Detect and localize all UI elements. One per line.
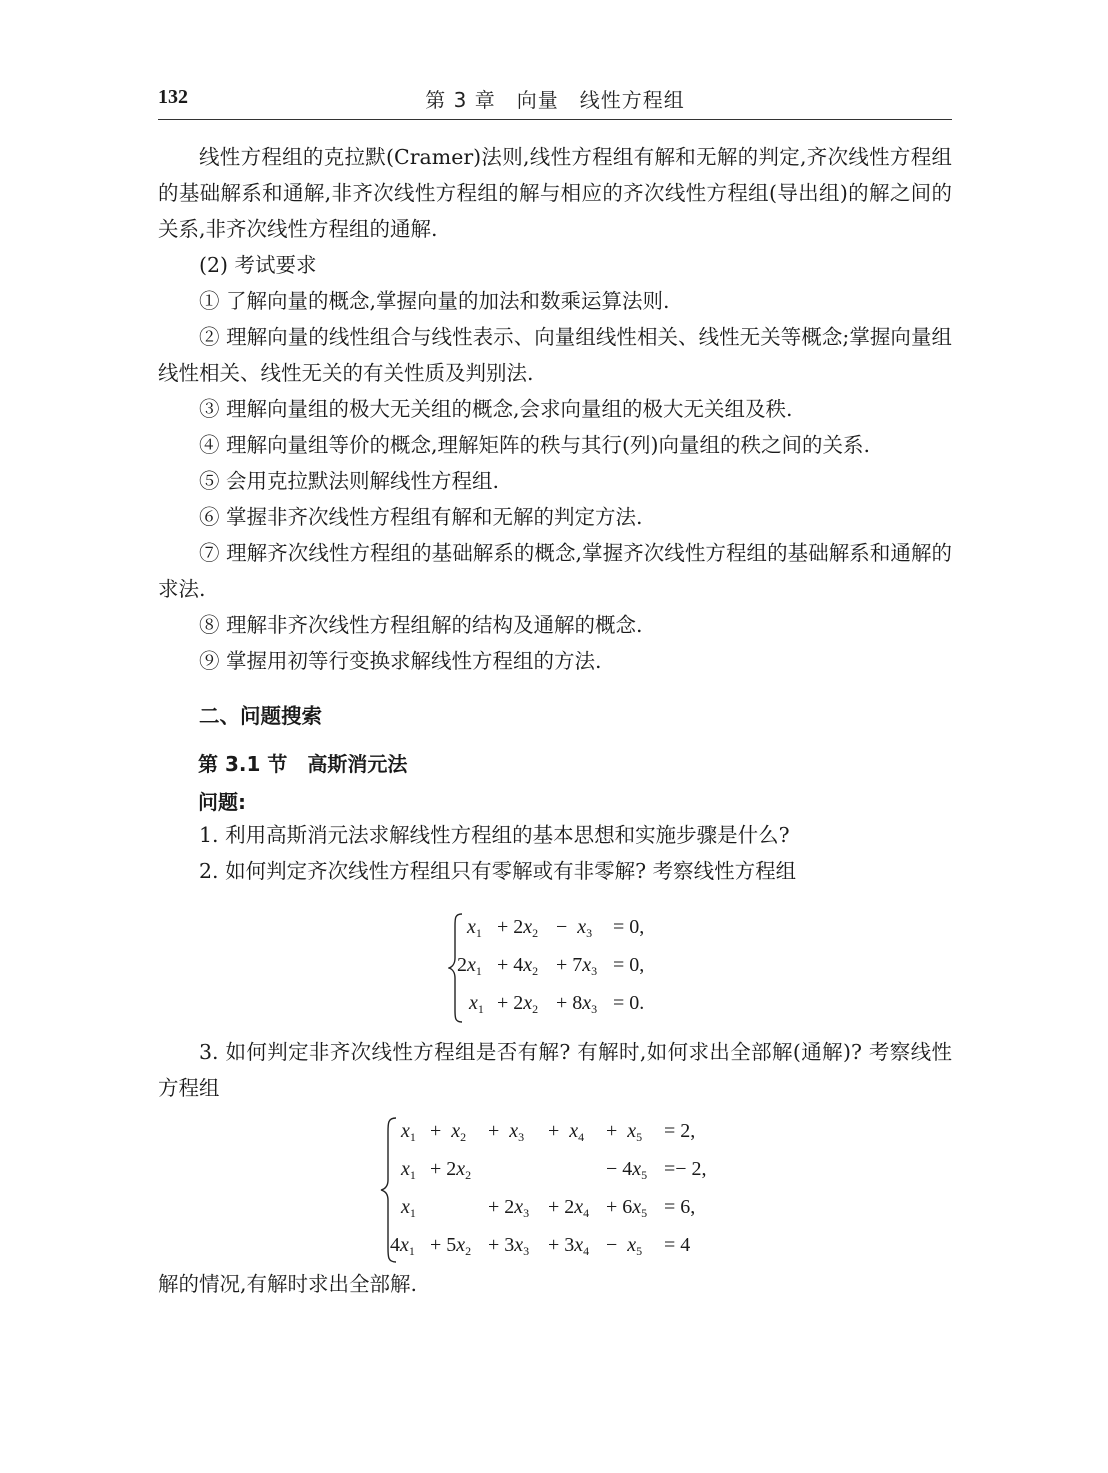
running-title: 第 3 章 向量 线性方程组: [425, 88, 685, 112]
requirement-item: ② 理解向量的线性组合与线性表示、向量组线性相关、线性无关等概念;掌握向量组线性相关、线性无关的有关性质及判别法.: [158, 325, 952, 385]
requirement-item: ⑥ 掌握非齐次线性方程组有解和无解的判定方法.: [199, 505, 643, 529]
question-item: 3. 如何判定非齐次线性方程组是否有解? 有解时,如何求出全部解(通解)? 考察线性方程组: [158, 1040, 952, 1100]
requirement-item: ⑤ 会用克拉默法则解线性方程组.: [199, 469, 500, 493]
requirement-item: ④ 理解向量组等价的概念,理解矩阵的秩与其行(列)向量组的秩之间的关系.: [199, 433, 871, 457]
questions-label: 问题:: [198, 790, 246, 814]
page-body-continued: [158, 1034, 952, 1106]
equation-system-nonhomogeneous: $x_1$ + $x_2$ + $x_3$ + $x_4$ + $x_5$ = 2, $x_1$ + $2x_2$ − $4x_5$ =− 2, $x_1$ + $2x_3$ + $2x_4$ + $6x_5$ = 6, $4x_1$ + $5x_2$ + $3x_3$ + $3x_4$ − $x_5$ = 4: [380, 1116, 740, 1264]
requirement-item: ① 了解向量的概念,掌握向量的加法和数乘运算法则.: [199, 289, 670, 313]
requirement-item: ⑨ 掌握用初等行变换求解线性方程组的方法.: [199, 649, 602, 673]
page-header: [158, 80, 952, 116]
closing-paragraph: 解的情况,有解时求出全部解.: [158, 1272, 418, 1296]
page-number: 132: [158, 86, 188, 108]
requirement-item: ⑦ 理解齐次线性方程组的基础解系的概念,掌握齐次线性方程组的基础解系和通解的求法.: [158, 541, 952, 601]
header-divider: [158, 119, 952, 120]
content-paragraph: 线性方程组的克拉默(Cramer)法则,线性方程组有解和无解的判定,齐次线性方程组的基础解系和通解,非齐次线性方程组的解与相应的齐次线性方程组(导出组)的解之间的关系,非齐次线性方程组的通解.: [158, 145, 952, 241]
requirement-item: ⑧ 理解非齐次线性方程组解的结构及通解的概念.: [199, 613, 643, 637]
requirements-title: (2) 考试要求: [199, 253, 317, 277]
subsection-heading: 第 3.1 节 高斯消元法: [198, 752, 408, 776]
question-item: 2. 如何判定齐次线性方程组只有零解或有非零解? 考察线性方程组: [199, 859, 797, 883]
requirement-item: ③ 理解向量组的极大无关组的概念,会求向量组的极大无关组及秩.: [199, 397, 793, 421]
section-heading: 二、问题搜索: [199, 704, 322, 728]
equation-system-homogeneous: $x_1$ + $2x_2$ − $x_3$ = 0, $2x_1$ + $4x_2$ + $7x_3$ = 0, $x_1$ + $2x_2$ + $8x_3$ = 0.: [448, 912, 678, 1024]
closing-text: [158, 1266, 952, 1302]
question-item: 1. 利用高斯消元法求解线性方程组的基本思想和实施步骤是什么?: [199, 823, 790, 847]
page-body: [158, 139, 952, 889]
